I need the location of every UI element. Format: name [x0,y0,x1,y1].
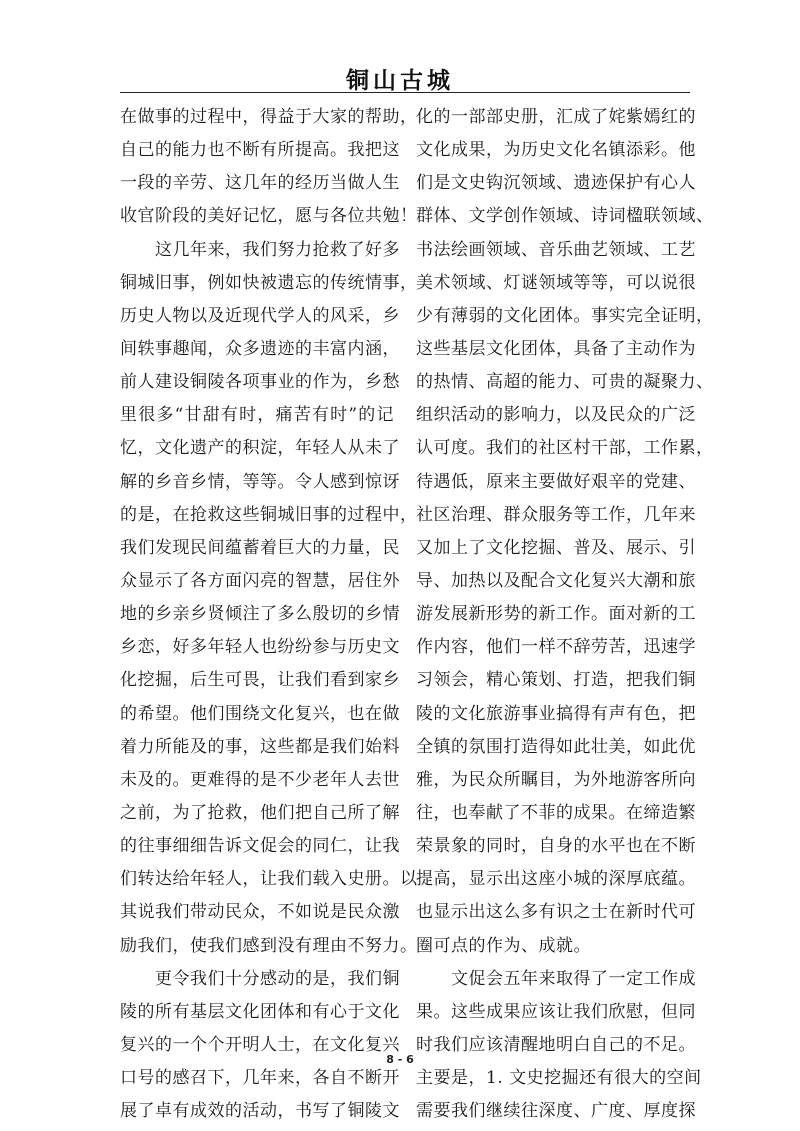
text-line: 往，也奉献了不菲的成果。在缔造繁 [416,802,696,823]
text-line: 少有薄弱的文化团体。事实完全证明， [416,305,714,326]
text-line: 文化成果，为历史文化名镇添彩。他 [416,140,696,161]
text-line: 时我们应该清醒地明白自己的不足。 [416,1034,696,1055]
text-line: 化挖掘，后生可畏，让我们看到家乡 [120,670,400,691]
text-line: 导、加热以及配合文化复兴大潮和旅 [416,570,696,591]
text-line: 解的乡音乡情，等等。令人感到惊讶 [120,471,400,492]
text-line: 美术领域、灯谜领域等等，可以说很 [416,272,696,293]
text-line: 作内容，他们一样不辞劳苦，迅速学 [416,637,696,658]
text-line: 也显示出这么多有识之士在新时代可 [416,902,696,923]
text-line: 圈可点的作为、成就。 [416,935,591,956]
text-line: 的希望。他们围绕文化复兴，也在做 [120,703,400,724]
text-line: 历史人物以及近现代学人的风采，乡 [120,305,400,326]
text-line: 全镇的氛围打造得如此壮美，如此优 [416,736,696,757]
text-line: 主要是，1. 文史挖掘还有很大的空间 [416,1068,702,1089]
text-line: 展了卓有成效的活动，书写了铜陵文 [120,1101,400,1122]
text-line: 前人建设铜陵各项事业的作为，乡愁 [120,372,400,393]
text-line: 复兴的一个个开明人士，在文化复兴 [120,1034,400,1055]
text-line: 忆，文化遗产的积淀，年轻人从未了 [120,438,400,459]
text-line: 文促会五年来取得了一定工作成 [416,968,696,989]
text-line: 我们发现民间蕴蓄着巨大的力量，民 [120,537,400,558]
text-line: 地的乡亲乡贤倾注了多么殷切的乡情 [120,604,400,625]
text-line: 社区治理、群众服务等工作，几年来 [416,504,696,525]
text-line: 口号的感召下，几年来，各自不断开 [120,1068,400,1089]
text-line: 习领会，精心策划、打造，把我们铜 [416,670,696,691]
text-line: 陵的所有基层文化团体和有心于文化 [120,1001,400,1022]
text-line: 认可度。我们的社区村干部，工作累， [416,438,714,459]
text-line: 励我们，使我们感到没有理由不努力。 [120,935,418,956]
text-line: 乡恋，好多年轻人也纷纷参与历史文 [120,637,400,658]
text-line: 雅，为民众所瞩目，为外地游客所向 [416,769,696,790]
text-line: 群体、文学创作领域、诗词楹联领域、 [416,206,714,227]
text-line: 书法绘画领域、音乐曲艺领域、工艺 [416,239,696,260]
text-line: 的是，在抢救这些铜城旧事的过程中， [120,504,418,525]
right-text-column [416,101,714,1128]
text-line: 未及的。更难得的是不少老年人去世 [120,769,400,790]
text-line: 们是文史钩沉领域、遗迹保护有心人 [416,173,696,194]
text-line: 化的一部部史册，汇成了姹紫嫣红的 [416,107,696,127]
running-header-title: 铜山古城 [346,67,454,94]
text-line: 间轶事趣闻，众多遗迹的丰富内涵， [120,338,400,359]
text-line: 提高，显示出这座小城的深厚底蕴。 [416,869,696,890]
text-line: 在做事的过程中，得益于大家的帮助， [120,107,418,127]
text-line: 里很多“甘甜有时，痛苦有时”的记 [120,405,394,426]
text-line: 待遇低，原来主要做好艰辛的党建、 [416,471,696,492]
text-line: 这些基层文化团体，具备了主动作为 [416,338,696,359]
text-line: 陵的文化旅游事业搞得有声有色，把 [416,703,696,724]
text-line: 众显示了各方面闪亮的智慧，居住外 [120,570,400,591]
text-line: 这几年来，我们努力抢救了好多 [120,239,400,260]
text-line: 收官阶段的美好记忆，愿与各位共勉！ [120,206,418,227]
text-line: 游发展新形势的新工作。面对新的工 [416,604,696,625]
text-line: 铜城旧事，例如快被遗忘的传统情事， [120,272,418,293]
text-line: 又加上了文化挖掘、普及、展示、引 [416,537,696,558]
header-divider [120,92,690,93]
text-line: 更令我们十分感动的是，我们铜 [120,968,400,989]
text-line: 需要我们继续往深度、广度、厚度探 [416,1101,696,1122]
text-line: 自己的能力也不断有所提高。我把这 [120,140,400,161]
text-line: 着力所能及的事，这些都是我们始料 [120,736,400,757]
text-line: 组织活动的影响力，以及民众的广泛 [416,405,696,426]
text-line: 们转达给年轻人，让我们载入史册。以 [120,869,418,890]
text-line: 的往事细细告诉文促会的同仁，让我 [120,836,400,857]
text-line: 之前，为了抢救，他们把自己所了解 [120,802,400,823]
page-number: 8 - 6 [386,1053,414,1066]
text-line: 一段的辛劳、这几年的经历当做人生 [120,173,400,194]
text-line: 果。这些成果应该让我们欣慰，但同 [416,1001,696,1022]
text-line: 的热情、高超的能力、可贵的凝聚力、 [416,372,714,393]
text-line: 荣景象的同时，自身的水平也在不断 [416,836,696,857]
text-line: 其说我们带动民众，不如说是民众激 [120,902,400,923]
